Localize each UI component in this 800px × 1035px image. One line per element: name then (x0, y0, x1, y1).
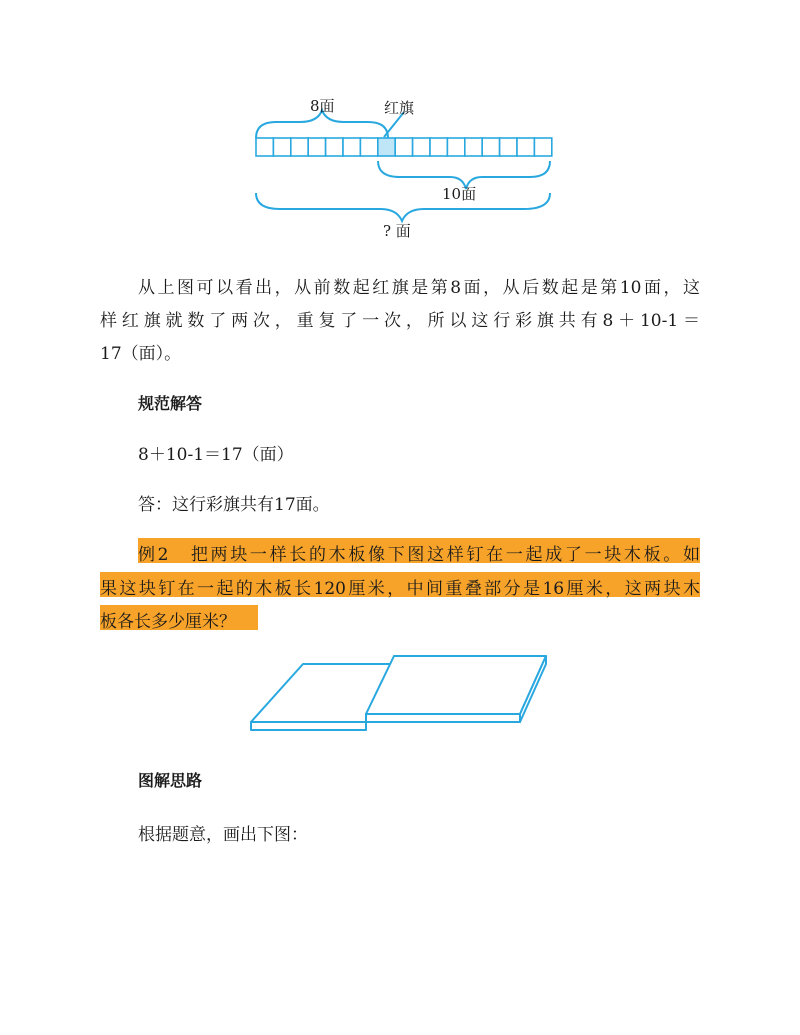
flag-cell (256, 138, 273, 156)
left-board-edge (251, 722, 366, 730)
example2-line-3: 板各长多少厘米？ (100, 612, 236, 632)
flag-cell (447, 138, 464, 156)
solution-answer: 答：这行彩旗共有17面。 (138, 495, 330, 515)
right-board-front-edge (366, 714, 520, 722)
flag-cell (395, 138, 412, 156)
flag-cell (291, 138, 308, 156)
solution-equation: 8＋10-1＝17（面） (138, 445, 294, 465)
label-10-flags: 10面 (442, 185, 477, 203)
flag-cell (360, 138, 377, 156)
flag-cell (430, 138, 447, 156)
approach-heading: 图解思路 (138, 771, 203, 790)
flag-cell (534, 138, 551, 156)
flag-cell (326, 138, 343, 156)
flag-cell (273, 138, 290, 156)
approach-text: 根据题意，画出下图： (138, 825, 308, 845)
flag-cell (308, 138, 325, 156)
analysis-line-1: 从上图可以看出，从前数起红旗是第8面，从后数起是第10面，这 (138, 278, 700, 298)
flag-cell (413, 138, 430, 156)
solution-heading: 规范解答 (138, 394, 203, 413)
example2-line-1: 例2 把两块一样长的木板像下图这样钉在一起成了一块木板。如 (138, 545, 700, 565)
example2-line-2: 果这块钉在一起的木板长120厘米，中间重叠部分是16厘米，这两块木 (100, 579, 700, 599)
flag-cell (482, 138, 499, 156)
flag-cell (517, 138, 534, 156)
flag-cell (465, 138, 482, 156)
right-board-top (366, 656, 546, 714)
label-red-flag: 红旗 (384, 99, 415, 117)
label-total-flags: ? 面 (383, 222, 411, 240)
red-flag-cell (378, 138, 395, 156)
analysis-line-3: 17（面）。 (100, 344, 182, 364)
boards-diagram (248, 652, 553, 734)
total-brace (256, 193, 550, 221)
flag-cell (343, 138, 360, 156)
flag-cell (500, 138, 517, 156)
label-8-flags: 8面 (310, 97, 335, 115)
flag-cells (256, 138, 552, 156)
analysis-line-2: 样红旗就数了两次，重复了一次，所以这行彩旗共有8＋10-1＝ (100, 311, 700, 331)
